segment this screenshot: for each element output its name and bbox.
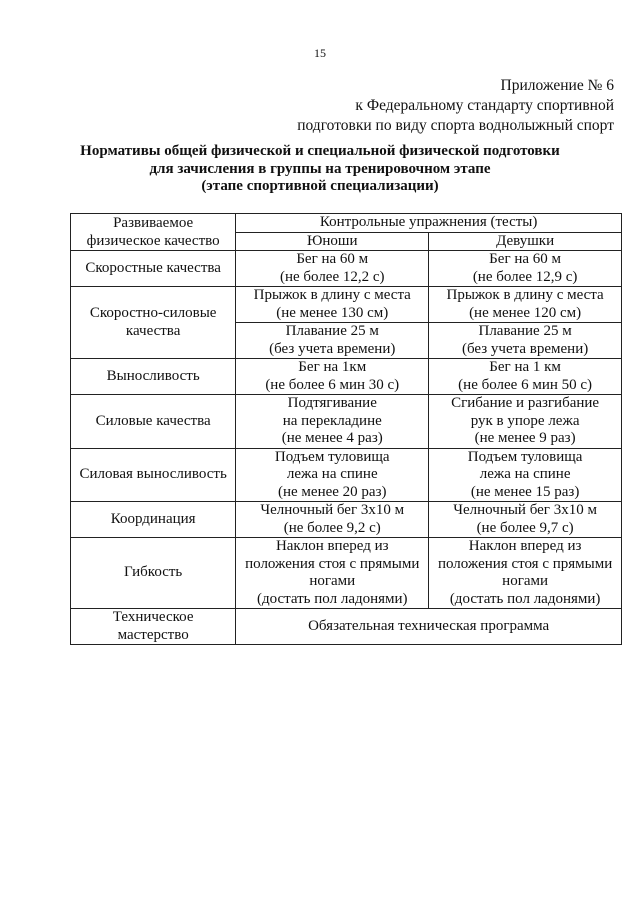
test-line: (без учета времени) bbox=[461, 340, 589, 357]
boys-test-cell bbox=[236, 359, 429, 395]
test-line: (не более 12,9 с) bbox=[472, 268, 578, 285]
test-line: (не менее 120 см) bbox=[469, 304, 582, 321]
girls-test-cell bbox=[429, 359, 622, 395]
girls-test-cell bbox=[429, 323, 622, 359]
quality-line: Выносливость bbox=[106, 367, 200, 384]
table-row bbox=[71, 538, 622, 609]
table-row bbox=[71, 448, 622, 502]
test-line: Бег на 1км bbox=[298, 359, 367, 375]
norms-table bbox=[70, 213, 622, 645]
appendix-line-2: к Федеральному стандарту спортивной bbox=[355, 97, 614, 114]
quality-line: Скоростно-силовые bbox=[89, 305, 217, 321]
appendix-line-1: Приложение № 6 bbox=[500, 77, 614, 94]
test-line: лежа на спине bbox=[479, 466, 571, 482]
quality-line: Гибкость bbox=[124, 564, 183, 581]
test-line: Бег на 60 м bbox=[489, 251, 562, 267]
test-line: Прыжок в длину с места bbox=[446, 287, 604, 303]
page-number: 15 bbox=[314, 46, 326, 60]
boys-test-cell bbox=[236, 502, 429, 538]
quality-line: мастерство bbox=[117, 626, 189, 643]
test-line: на перекладине bbox=[282, 412, 382, 429]
test-line: (не менее 130 см) bbox=[276, 304, 389, 321]
boys-test-cell bbox=[236, 251, 429, 287]
quality-line: Координация bbox=[110, 510, 196, 527]
quality-line: Силовая выносливость bbox=[79, 466, 227, 482]
girls-test-cell bbox=[429, 251, 622, 287]
test-line: положения стоя с прямыми bbox=[437, 555, 613, 572]
quality-cell bbox=[71, 287, 236, 359]
girls-test-cell bbox=[429, 448, 622, 502]
test-line: Плавание 25 м bbox=[285, 323, 379, 339]
table-row bbox=[71, 502, 622, 538]
test-line: Челночный бег 3x10 м bbox=[453, 502, 597, 518]
test-line: Подъем туловища bbox=[274, 448, 390, 465]
boys-test-cell bbox=[236, 448, 429, 502]
header-girls-cell: Девушки bbox=[429, 232, 622, 251]
boys-test-cell bbox=[236, 395, 429, 449]
test-line: положения стоя с прямыми bbox=[245, 555, 420, 572]
table-row bbox=[71, 287, 622, 323]
test-line: ногами bbox=[502, 573, 549, 589]
quality-cell bbox=[71, 538, 236, 609]
document-title bbox=[0, 143, 640, 196]
test-line: Подъем туловища bbox=[467, 448, 583, 465]
girls-test-cell bbox=[429, 538, 622, 609]
test-line: (не более 12,2 с) bbox=[279, 268, 385, 285]
title-line-1: Нормативы общей физической и специальной физической подготовки bbox=[80, 143, 560, 159]
header-quality-line: физическое качество bbox=[86, 232, 220, 249]
table-row bbox=[71, 251, 622, 287]
test-line: Наклон вперед из bbox=[468, 538, 582, 554]
test-line: (не более 9,7 с) bbox=[476, 519, 574, 536]
quality-line: Техническое bbox=[112, 609, 194, 625]
test-line: (не менее 4 раз) bbox=[281, 430, 383, 446]
boys-test-cell bbox=[236, 538, 429, 609]
girls-test-cell bbox=[429, 287, 622, 323]
header-tests-cell: Контрольные упражнения (тесты) bbox=[236, 214, 622, 233]
test-line: (без учета времени) bbox=[269, 340, 396, 357]
quality-cell bbox=[71, 395, 236, 449]
test-line: (не более 6 мин 50 с) bbox=[458, 376, 593, 393]
appendix-line-3: подготовки по виду спорта воднолыжный спорт bbox=[297, 117, 614, 134]
girls-test-cell bbox=[429, 502, 622, 538]
table-row bbox=[71, 395, 622, 449]
test-line: (достать пол ладонями) bbox=[256, 590, 408, 607]
quality-cell bbox=[71, 609, 236, 645]
test-line: лежа на спине bbox=[286, 466, 378, 482]
test-line: Бег на 1 км bbox=[489, 359, 561, 375]
girls-test-cell bbox=[429, 395, 622, 449]
test-line: Подтягивание bbox=[287, 395, 377, 411]
quality-cell bbox=[71, 502, 236, 538]
appendix-block bbox=[297, 76, 614, 136]
test-line: Прыжок в длину с места bbox=[253, 287, 411, 303]
table-row bbox=[71, 359, 622, 395]
test-line: (не более 9,2 с) bbox=[283, 519, 381, 536]
test-line: (достать пол ладонями) bbox=[449, 590, 601, 607]
test-line: (не более 6 мин 30 с) bbox=[265, 376, 400, 393]
test-line: ногами bbox=[309, 573, 356, 589]
table-row bbox=[71, 609, 622, 645]
quality-cell bbox=[71, 359, 236, 395]
title-line-2: для зачисления в группы на тренировочном этапе bbox=[149, 160, 491, 177]
test-line: Наклон вперед из bbox=[275, 538, 389, 554]
test-line: Челночный бег 3x10 м bbox=[260, 502, 405, 518]
test-line: рук в упоре лежа bbox=[470, 412, 580, 429]
header-quality-line: Развиваемое bbox=[113, 215, 194, 231]
table-header-row bbox=[71, 214, 622, 233]
quality-line: Скоростные качества bbox=[85, 259, 221, 276]
test-line: (не менее 9 раз) bbox=[474, 430, 576, 446]
quality-line: Силовые качества bbox=[95, 412, 211, 429]
test-line: (не менее 20 раз) bbox=[277, 483, 387, 500]
quality-cell bbox=[71, 448, 236, 502]
quality-cell bbox=[71, 251, 236, 287]
merged-test-cell: Обязательная техническая программа bbox=[236, 609, 622, 645]
test-line: (не менее 15 раз) bbox=[470, 483, 580, 500]
boys-test-cell bbox=[236, 287, 429, 323]
boys-test-cell bbox=[236, 323, 429, 359]
test-line: Бег на 60 м bbox=[296, 251, 369, 267]
header-boys-cell: Юноши bbox=[236, 232, 429, 251]
header-quality-cell bbox=[71, 214, 236, 251]
title-line-3: (этапе спортивной специализации) bbox=[201, 178, 439, 194]
test-line: Плавание 25 м bbox=[478, 323, 572, 339]
test-line: Сгибание и разгибание bbox=[451, 395, 600, 411]
quality-line: качества bbox=[125, 322, 181, 339]
